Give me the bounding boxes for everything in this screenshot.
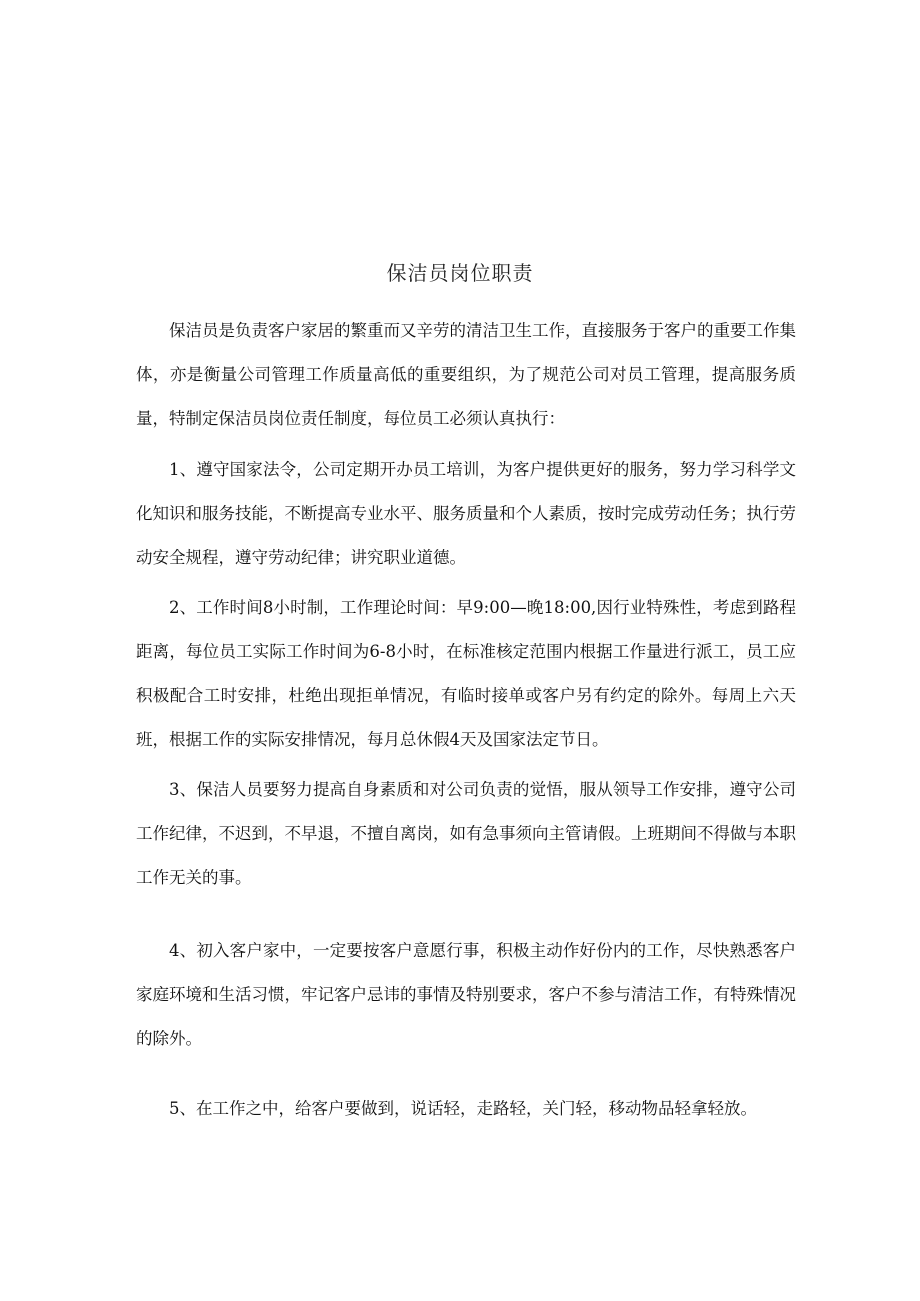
paragraph-item-4: 4、初入客户家中，一定要按客户意愿行事，积极主动作好份内的工作，尽快熟悉客户家庭环境和生活习惯，牢记客户忌讳的事情及特别要求，客户不参与清洁工作，有特殊情况的除外。 (136, 941, 796, 1048)
paragraph-item-2: 2、工作时间8小时制，工作理论时间：早9:00—晚18:00,因行业特殊性，考虑到路程距离，每位员工实际工作时间为6-8小时，在标准核定范围内根据工作量进行派工，员工应积极配合工时安排，杜绝出现拒单情况，有临时接单或客户另有约定的除外。每周上六天班，根据工作的实际安排情况，每月总休假4天及国家法定节日。 (136, 598, 796, 749)
paragraph-item-5: 5、在工作之中，给客户要做到，说话轻，走路轻，关门轻，移动物品轻拿轻放。 (169, 1099, 757, 1118)
paragraph-intro: 保洁员是负责客户家居的繁重而又辛劳的清洁卫生工作，直接服务于客户的重要工作集体，亦是衡量公司管理工作质量高低的重要组织，为了规范公司对员工管理，提高服务质量，特制定保洁员岗位责任制度，每位员工必须认真执行： (136, 321, 796, 428)
paragraph-item-3: 3、保洁人员要努力提高自身素质和对公司负责的觉悟，服从领导工作安排，遵守公司工作纪律，不迟到，不早退，不擅自离岗，如有急事须向主管请假。上班期间不得做与本职工作无关的事。 (136, 780, 796, 887)
document-title: 保洁员岗位职责 (386, 261, 534, 285)
paragraph-item-1: 1、遵守国家法令，公司定期开办员工培训，为客户提供更好的服务，努力学习科学文化知识和服务技能，不断提高专业水平、服务质量和个人素质，按时完成劳动任务；执行劳动安全规程，遵守劳动纪律；讲究职业道德。 (136, 460, 796, 567)
